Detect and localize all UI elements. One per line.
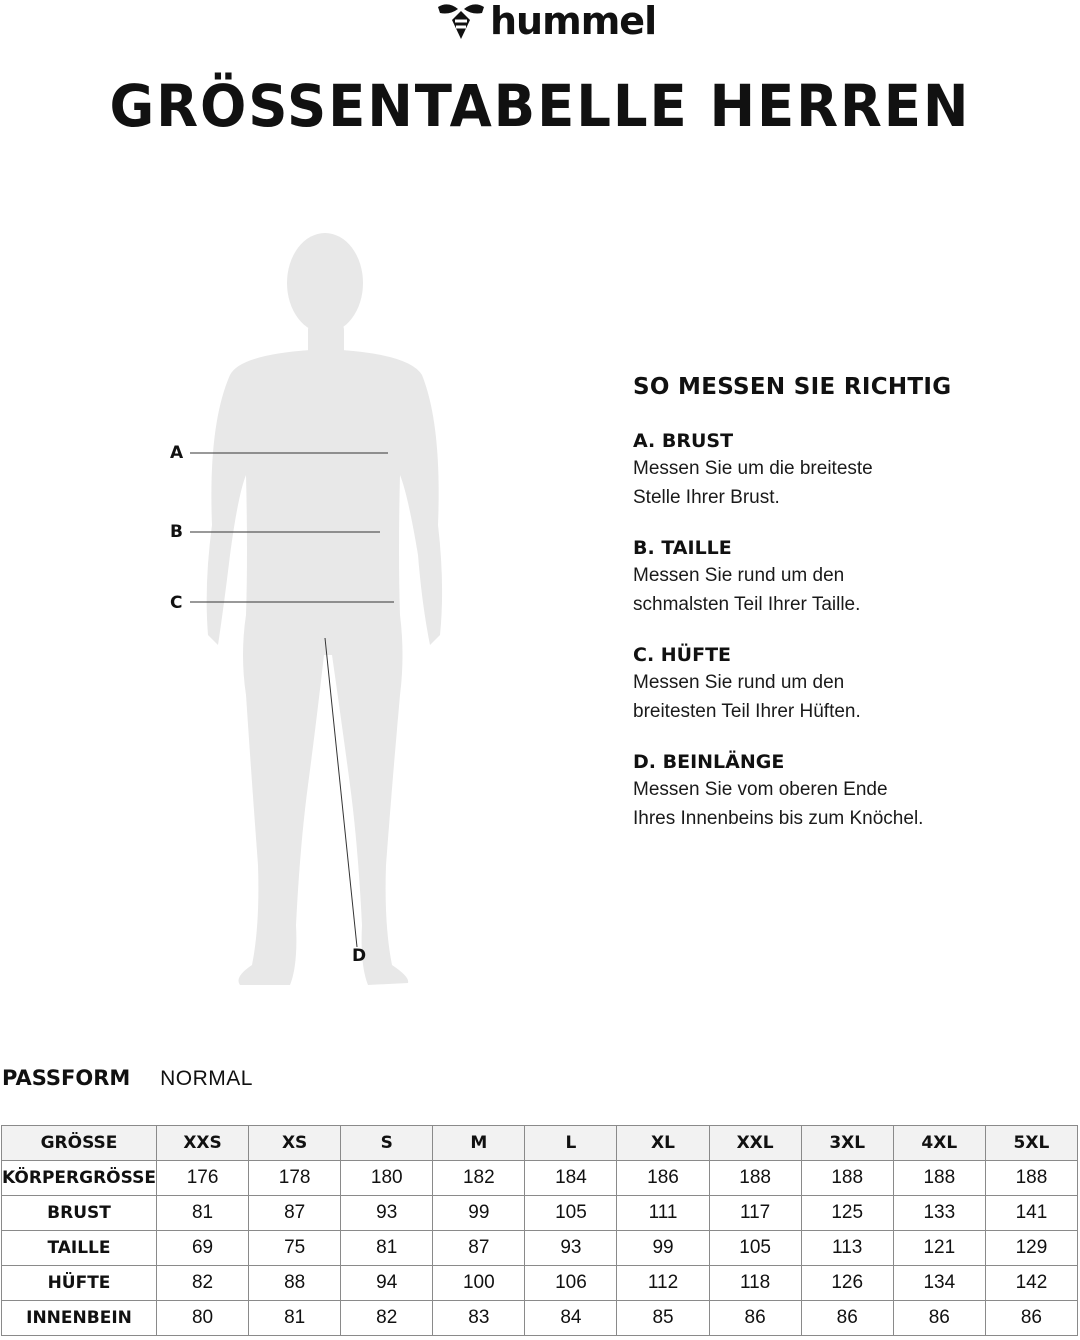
header-cell: S	[341, 1126, 433, 1161]
marker-a: A	[170, 443, 184, 463]
step-text: Messen Sie rund um den	[633, 672, 845, 693]
table-cell: 134	[893, 1266, 985, 1301]
step-text: Stelle Ihrer Brust.	[633, 487, 780, 508]
instructions-heading: SO MESSEN SIE RICHTIG	[633, 374, 952, 400]
table-cell: 129	[985, 1231, 1077, 1266]
page-title: GRÖSSENTABELLE HERREN	[109, 72, 971, 140]
bee-icon	[436, 1, 486, 41]
step-text: schmalsten Teil Ihrer Taille.	[633, 594, 861, 615]
marker-b: B	[170, 522, 183, 542]
step-text: Messen Sie vom oberen Ende	[633, 779, 888, 800]
table-cell: 93	[341, 1196, 433, 1231]
table-row	[2, 1161, 1078, 1196]
step-title: B. TAILLE	[633, 537, 732, 559]
marker-c: C	[170, 593, 183, 613]
header-cell: XXS	[157, 1126, 249, 1161]
header-cell: L	[525, 1126, 617, 1161]
step-brust	[633, 428, 1073, 512]
body-silhouette	[160, 225, 460, 995]
step-title: A. BRUST	[633, 430, 734, 452]
row-label: INNENBEIN	[2, 1301, 157, 1336]
table-cell: 112	[617, 1266, 709, 1301]
table-cell: 83	[433, 1301, 525, 1336]
passform-value: NORMAL	[160, 1067, 253, 1090]
table-cell: 86	[985, 1301, 1077, 1336]
table-cell: 113	[801, 1231, 893, 1266]
table-cell: 188	[893, 1161, 985, 1196]
table-row	[2, 1196, 1078, 1231]
table-cell: 184	[525, 1161, 617, 1196]
table-cell: 99	[433, 1196, 525, 1231]
header-cell: 3XL	[801, 1126, 893, 1161]
row-label: BRUST	[2, 1196, 157, 1231]
table-cell: 188	[801, 1161, 893, 1196]
table-cell: 80	[157, 1301, 249, 1336]
table-cell: 82	[341, 1301, 433, 1336]
table-cell: 81	[341, 1231, 433, 1266]
row-label: HÜFTE	[2, 1266, 157, 1301]
body-figure	[160, 225, 460, 995]
passform-label: PASSFORM	[2, 1066, 131, 1090]
table-cell: 81	[157, 1196, 249, 1231]
header-cell: M	[433, 1126, 525, 1161]
step-title: C. HÜFTE	[633, 644, 732, 666]
table-cell: 88	[249, 1266, 341, 1301]
table-cell: 111	[617, 1196, 709, 1231]
step-beinlaenge	[633, 749, 1073, 833]
header-cell: XXL	[709, 1126, 801, 1161]
table-cell: 82	[157, 1266, 249, 1301]
table-cell: 121	[893, 1231, 985, 1266]
table-cell: 93	[525, 1231, 617, 1266]
row-label: KÖRPERGRÖSSE	[2, 1161, 157, 1196]
table-cell: 142	[985, 1266, 1077, 1301]
measuring-instructions	[633, 374, 1073, 856]
table-cell: 86	[893, 1301, 985, 1336]
table-cell: 75	[249, 1231, 341, 1266]
table-row	[2, 1266, 1078, 1301]
table-cell: 188	[709, 1161, 801, 1196]
table-cell: 186	[617, 1161, 709, 1196]
header-cell: 4XL	[893, 1126, 985, 1161]
table-cell: 87	[249, 1196, 341, 1231]
size-table	[1, 1125, 1078, 1336]
table-cell: 105	[709, 1231, 801, 1266]
table-cell: 118	[709, 1266, 801, 1301]
table-header-row	[2, 1126, 1078, 1161]
step-text: breitesten Teil Ihrer Hüften.	[633, 701, 861, 722]
table-cell: 87	[433, 1231, 525, 1266]
table-cell: 125	[801, 1196, 893, 1231]
brand-name: hummel	[490, 0, 657, 43]
table-cell: 182	[433, 1161, 525, 1196]
row-label: TAILLE	[2, 1231, 157, 1266]
header-cell: 5XL	[985, 1126, 1077, 1161]
table-cell: 117	[709, 1196, 801, 1231]
table-cell: 133	[893, 1196, 985, 1231]
header-cell: GRÖSSE	[2, 1126, 157, 1161]
table-cell: 178	[249, 1161, 341, 1196]
table-cell: 94	[341, 1266, 433, 1301]
marker-d: D	[352, 946, 367, 966]
table-cell: 69	[157, 1231, 249, 1266]
step-taille	[633, 535, 1073, 619]
table-row	[2, 1301, 1078, 1336]
table-cell: 126	[801, 1266, 893, 1301]
table-cell: 100	[433, 1266, 525, 1301]
step-title: D. BEINLÄNGE	[633, 751, 785, 773]
header-cell: XL	[617, 1126, 709, 1161]
step-text: Messen Sie um die breiteste	[633, 458, 873, 479]
table-cell: 81	[249, 1301, 341, 1336]
step-text: Messen Sie rund um den	[633, 565, 845, 586]
table-cell: 99	[617, 1231, 709, 1266]
table-cell: 105	[525, 1196, 617, 1231]
table-row	[2, 1231, 1078, 1266]
table-cell: 141	[985, 1196, 1077, 1231]
step-text: Ihres Innenbeins bis zum Knöchel.	[633, 808, 924, 829]
table-cell: 86	[709, 1301, 801, 1336]
table-cell: 180	[341, 1161, 433, 1196]
table-cell: 188	[985, 1161, 1077, 1196]
brand-logo	[436, 0, 666, 42]
step-huefte	[633, 642, 1073, 726]
header-cell: XS	[249, 1126, 341, 1161]
table-cell: 85	[617, 1301, 709, 1336]
passform	[2, 1066, 253, 1091]
table-cell: 176	[157, 1161, 249, 1196]
table-cell: 86	[801, 1301, 893, 1336]
table-cell: 84	[525, 1301, 617, 1336]
table-cell: 106	[525, 1266, 617, 1301]
